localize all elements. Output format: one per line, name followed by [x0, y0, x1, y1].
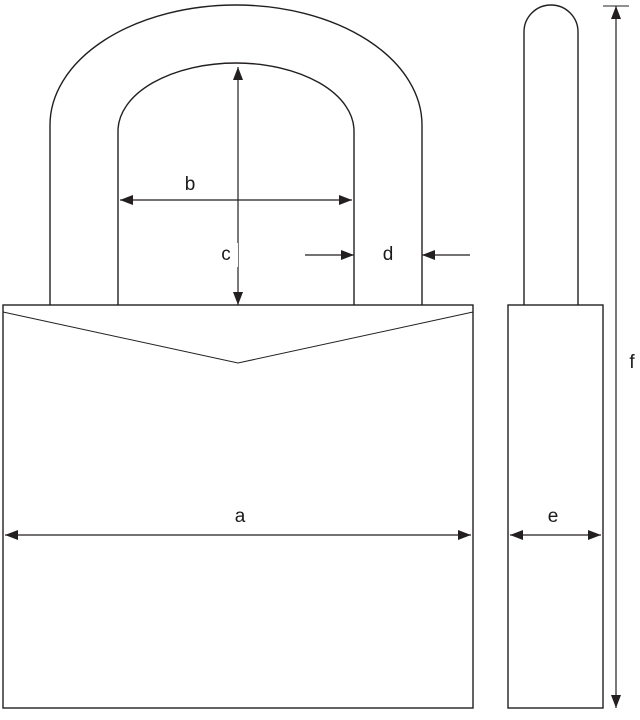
dimension-label-c: c	[221, 244, 231, 266]
dimension-label-b: b	[184, 174, 196, 196]
dimension-label-a: a	[234, 506, 246, 528]
side-shackle	[524, 5, 578, 306]
dimension-label-d: d	[382, 244, 394, 266]
dimension-label-f: f	[629, 352, 635, 374]
dimension-label-e: e	[547, 506, 559, 528]
